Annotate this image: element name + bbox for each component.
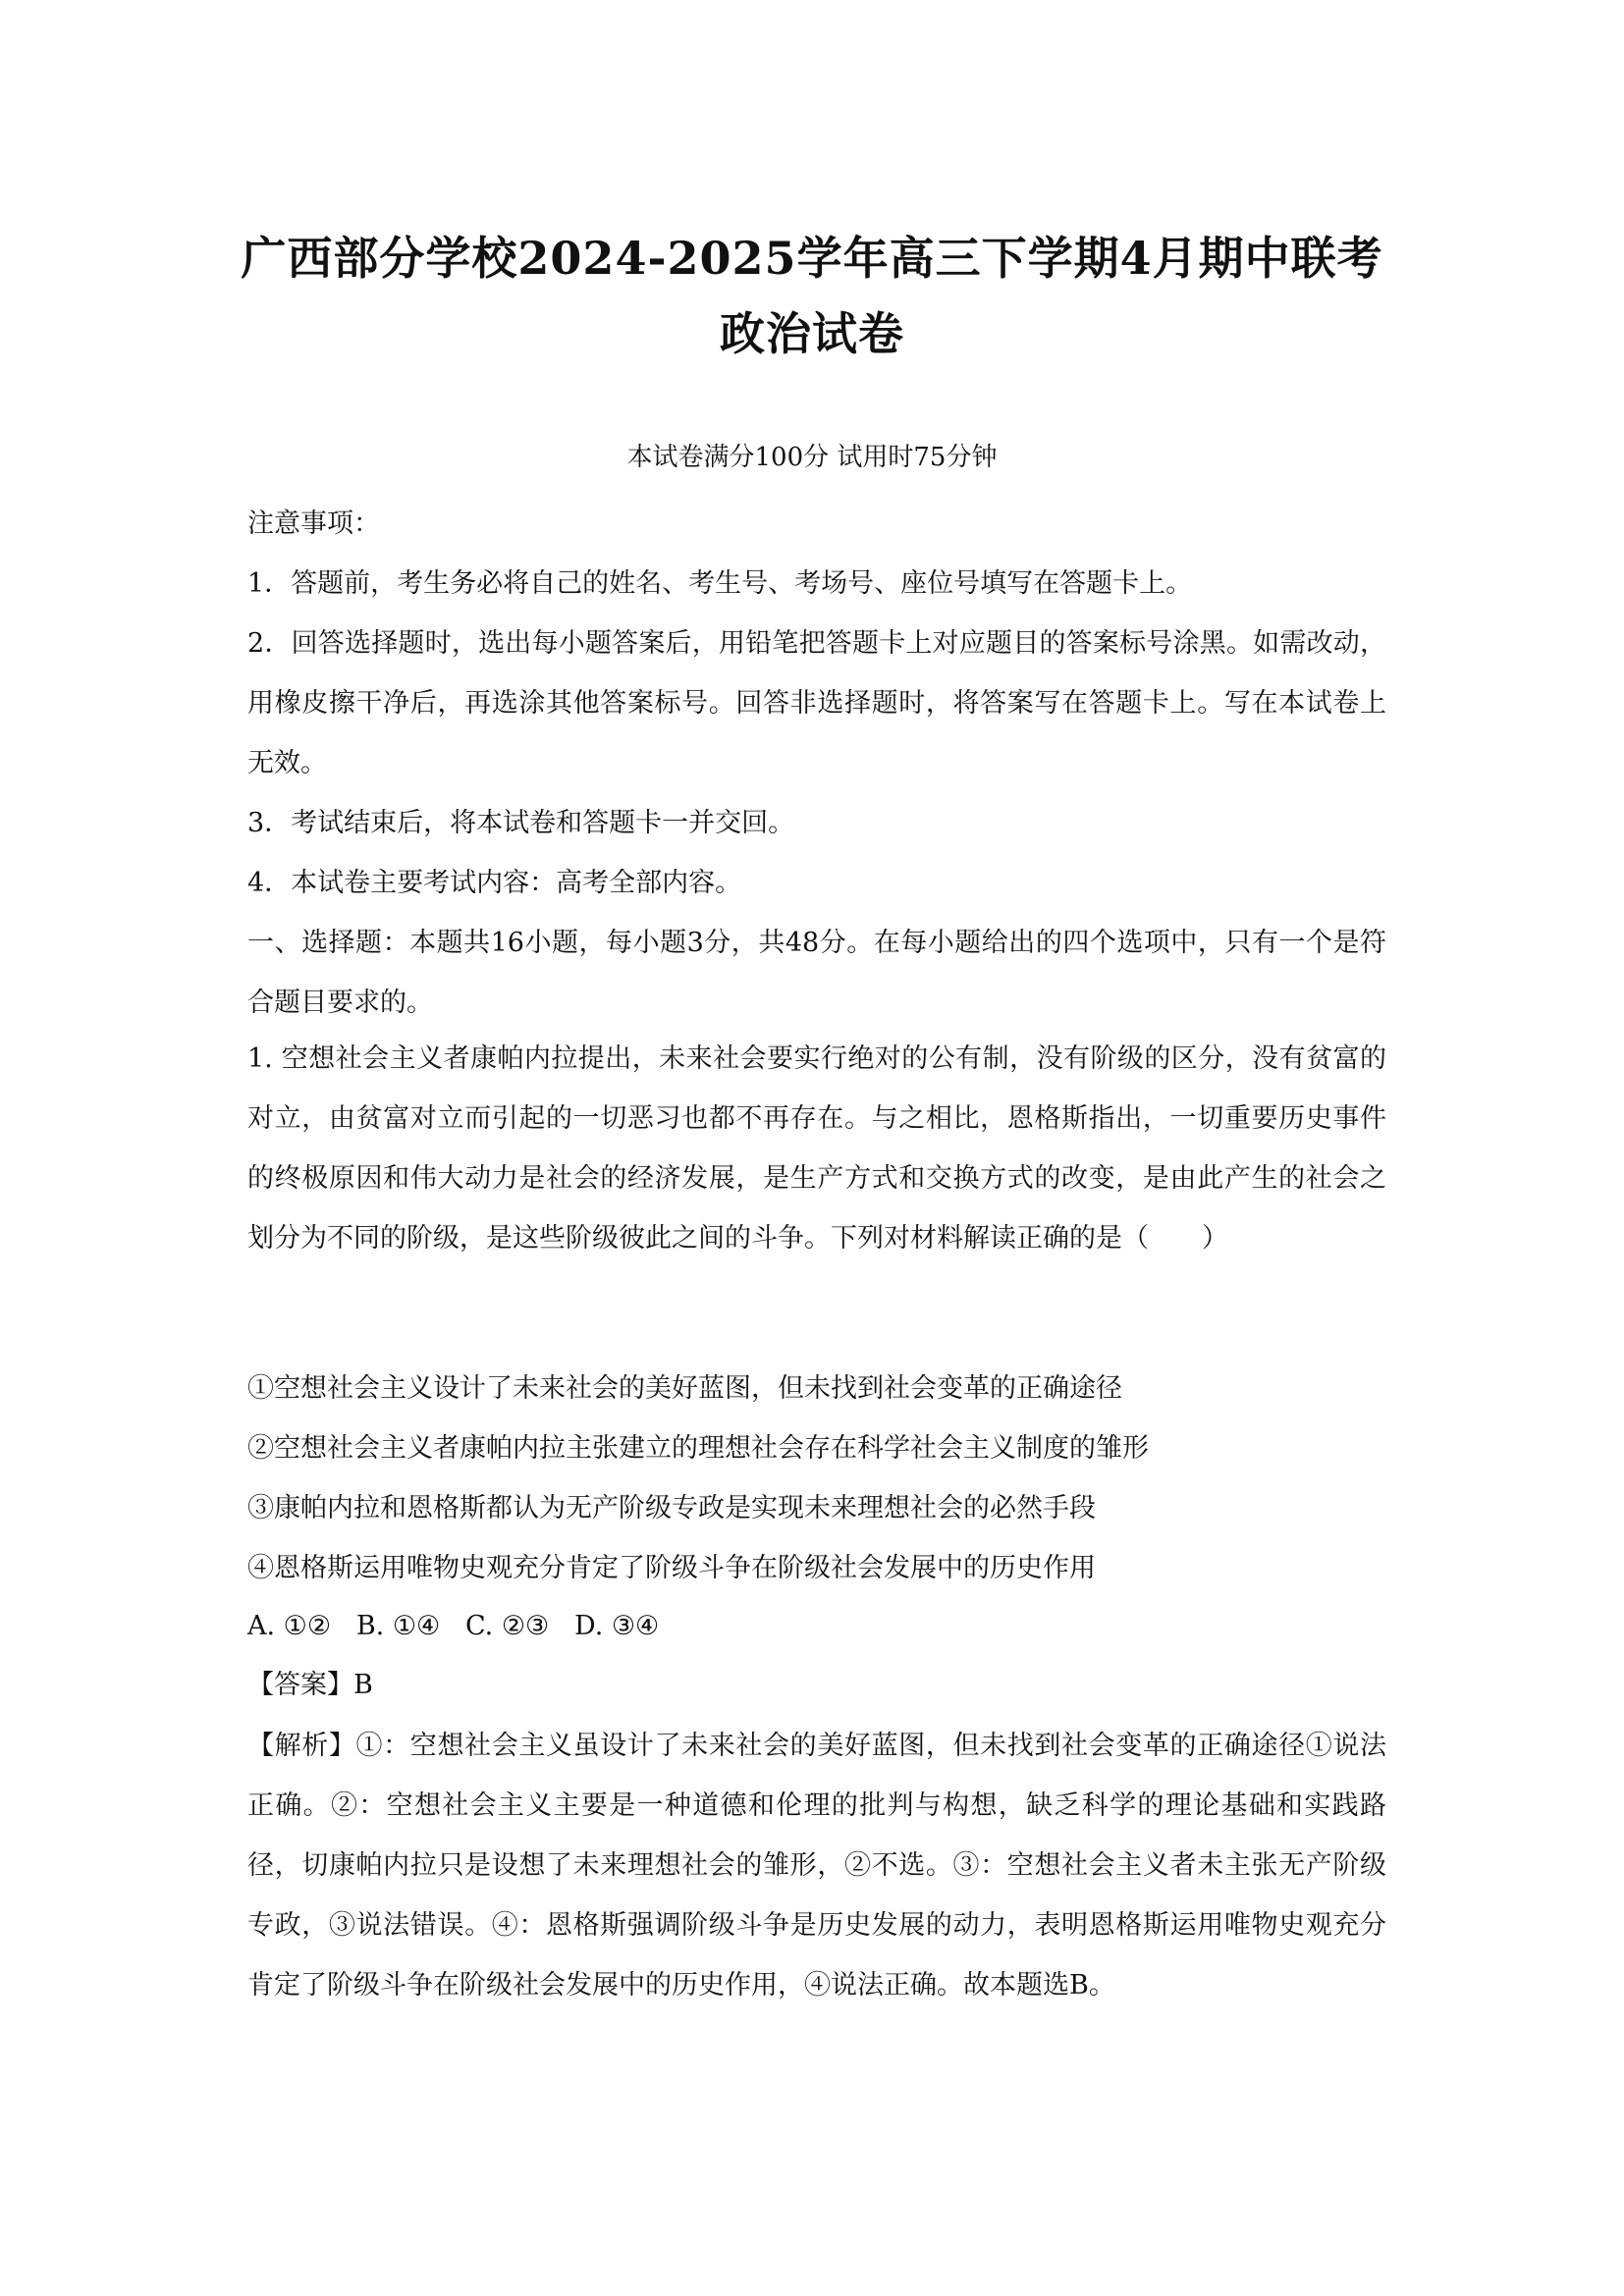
section-heading: 一、选择题：本题共16小题，每小题3分，共48分。在每小题给出的四个选项中，只有一个是符合题目要求的。 <box>247 928 1386 1018</box>
analysis-text: 【解析】①：空想社会主义虽设计了未来社会的美好蓝图，但未找到社会变革的正确途径①说法正确。②：空想社会主义主要是一种道德和伦理的批判与构想，缺乏科学的理论基础和实践路径，切康帕内拉只是设想了未来理想社会的雏形，②不选。③：空想社会主义者未主张无产阶级专政，③说法错误。④：恩格斯强调阶级斗争是历史发展的动力，表明恩格斯运用唯物史观充分肯定了阶级斗争在阶级社会发展中的历史作用，④说法正确。故本题选B。 <box>247 1731 1386 2001</box>
exam-info: 本试卷满分100分 试用时75分钟 <box>626 443 998 472</box>
statement-item: ④恩格斯运用唯物史观充分肯定了阶级斗争在阶级社会发展中的历史作用 <box>247 1553 1096 1583</box>
question-1 <box>247 1029 1386 1268</box>
statement-item: ②空想社会主义者康帕内拉主张建立的理想社会存在科学社会主义制度的雏形 <box>247 1433 1149 1464</box>
page-subtitle: 政治试卷 <box>720 307 904 360</box>
question-statements <box>247 1359 1386 1598</box>
notes-item: 1．答题前，考生务必将自己的姓名、考生号、考场号、座位号填写在答题卡上。 <box>247 568 1193 599</box>
notes-item: 2．回答选择题时，选出每小题答案后，用铅笔把答题卡上对应题目的答案标号涂黑。如需改动，用橡皮擦干净后，再选涂其他答案标号。回答非选择题时，将答案写在答题卡上。写在本试卷上无效。 <box>247 628 1386 778</box>
notes-section <box>247 494 1386 1033</box>
answer-choices: A. ①② B. ①④ C. ②③ D. ③④ <box>247 1611 660 1641</box>
analysis-section <box>247 1716 1386 2015</box>
statement-item: ③康帕内拉和恩格斯都认为无产阶级专政是实现未来理想社会的必然手段 <box>247 1493 1096 1523</box>
notes-heading: 注意事项： <box>247 508 380 539</box>
notes-item: 4．本试卷主要考试内容：高考全部内容。 <box>247 868 742 898</box>
notes-item: 3．考试结束后，将本试卷和答题卡一并交回。 <box>247 808 795 838</box>
answer-line: 【答案】B <box>247 1670 373 1700</box>
page-title: 广西部分学校2024-2025学年高三下学期4月期中联考 <box>241 232 1383 285</box>
question-stem: 1. 空想社会主义者康帕内拉提出，未来社会要实行绝对的公有制，没有阶级的区分，没有贫富的对立，由贫富对立而引起的一切恶习也都不再存在。与之相比，恩格斯指出，一切重要历史事件的终极原因和伟大动力是社会的经济发展，是生产方式和交换方式的改变，是由此产生的社会之划分为不同的阶级，是这些阶级彼此之间的斗争。下列对材料解读正确的是（ ） <box>247 1043 1386 1254</box>
statement-item: ①空想社会主义设计了未来社会的美好蓝图，但未找到社会变革的正确途径 <box>247 1373 1122 1404</box>
